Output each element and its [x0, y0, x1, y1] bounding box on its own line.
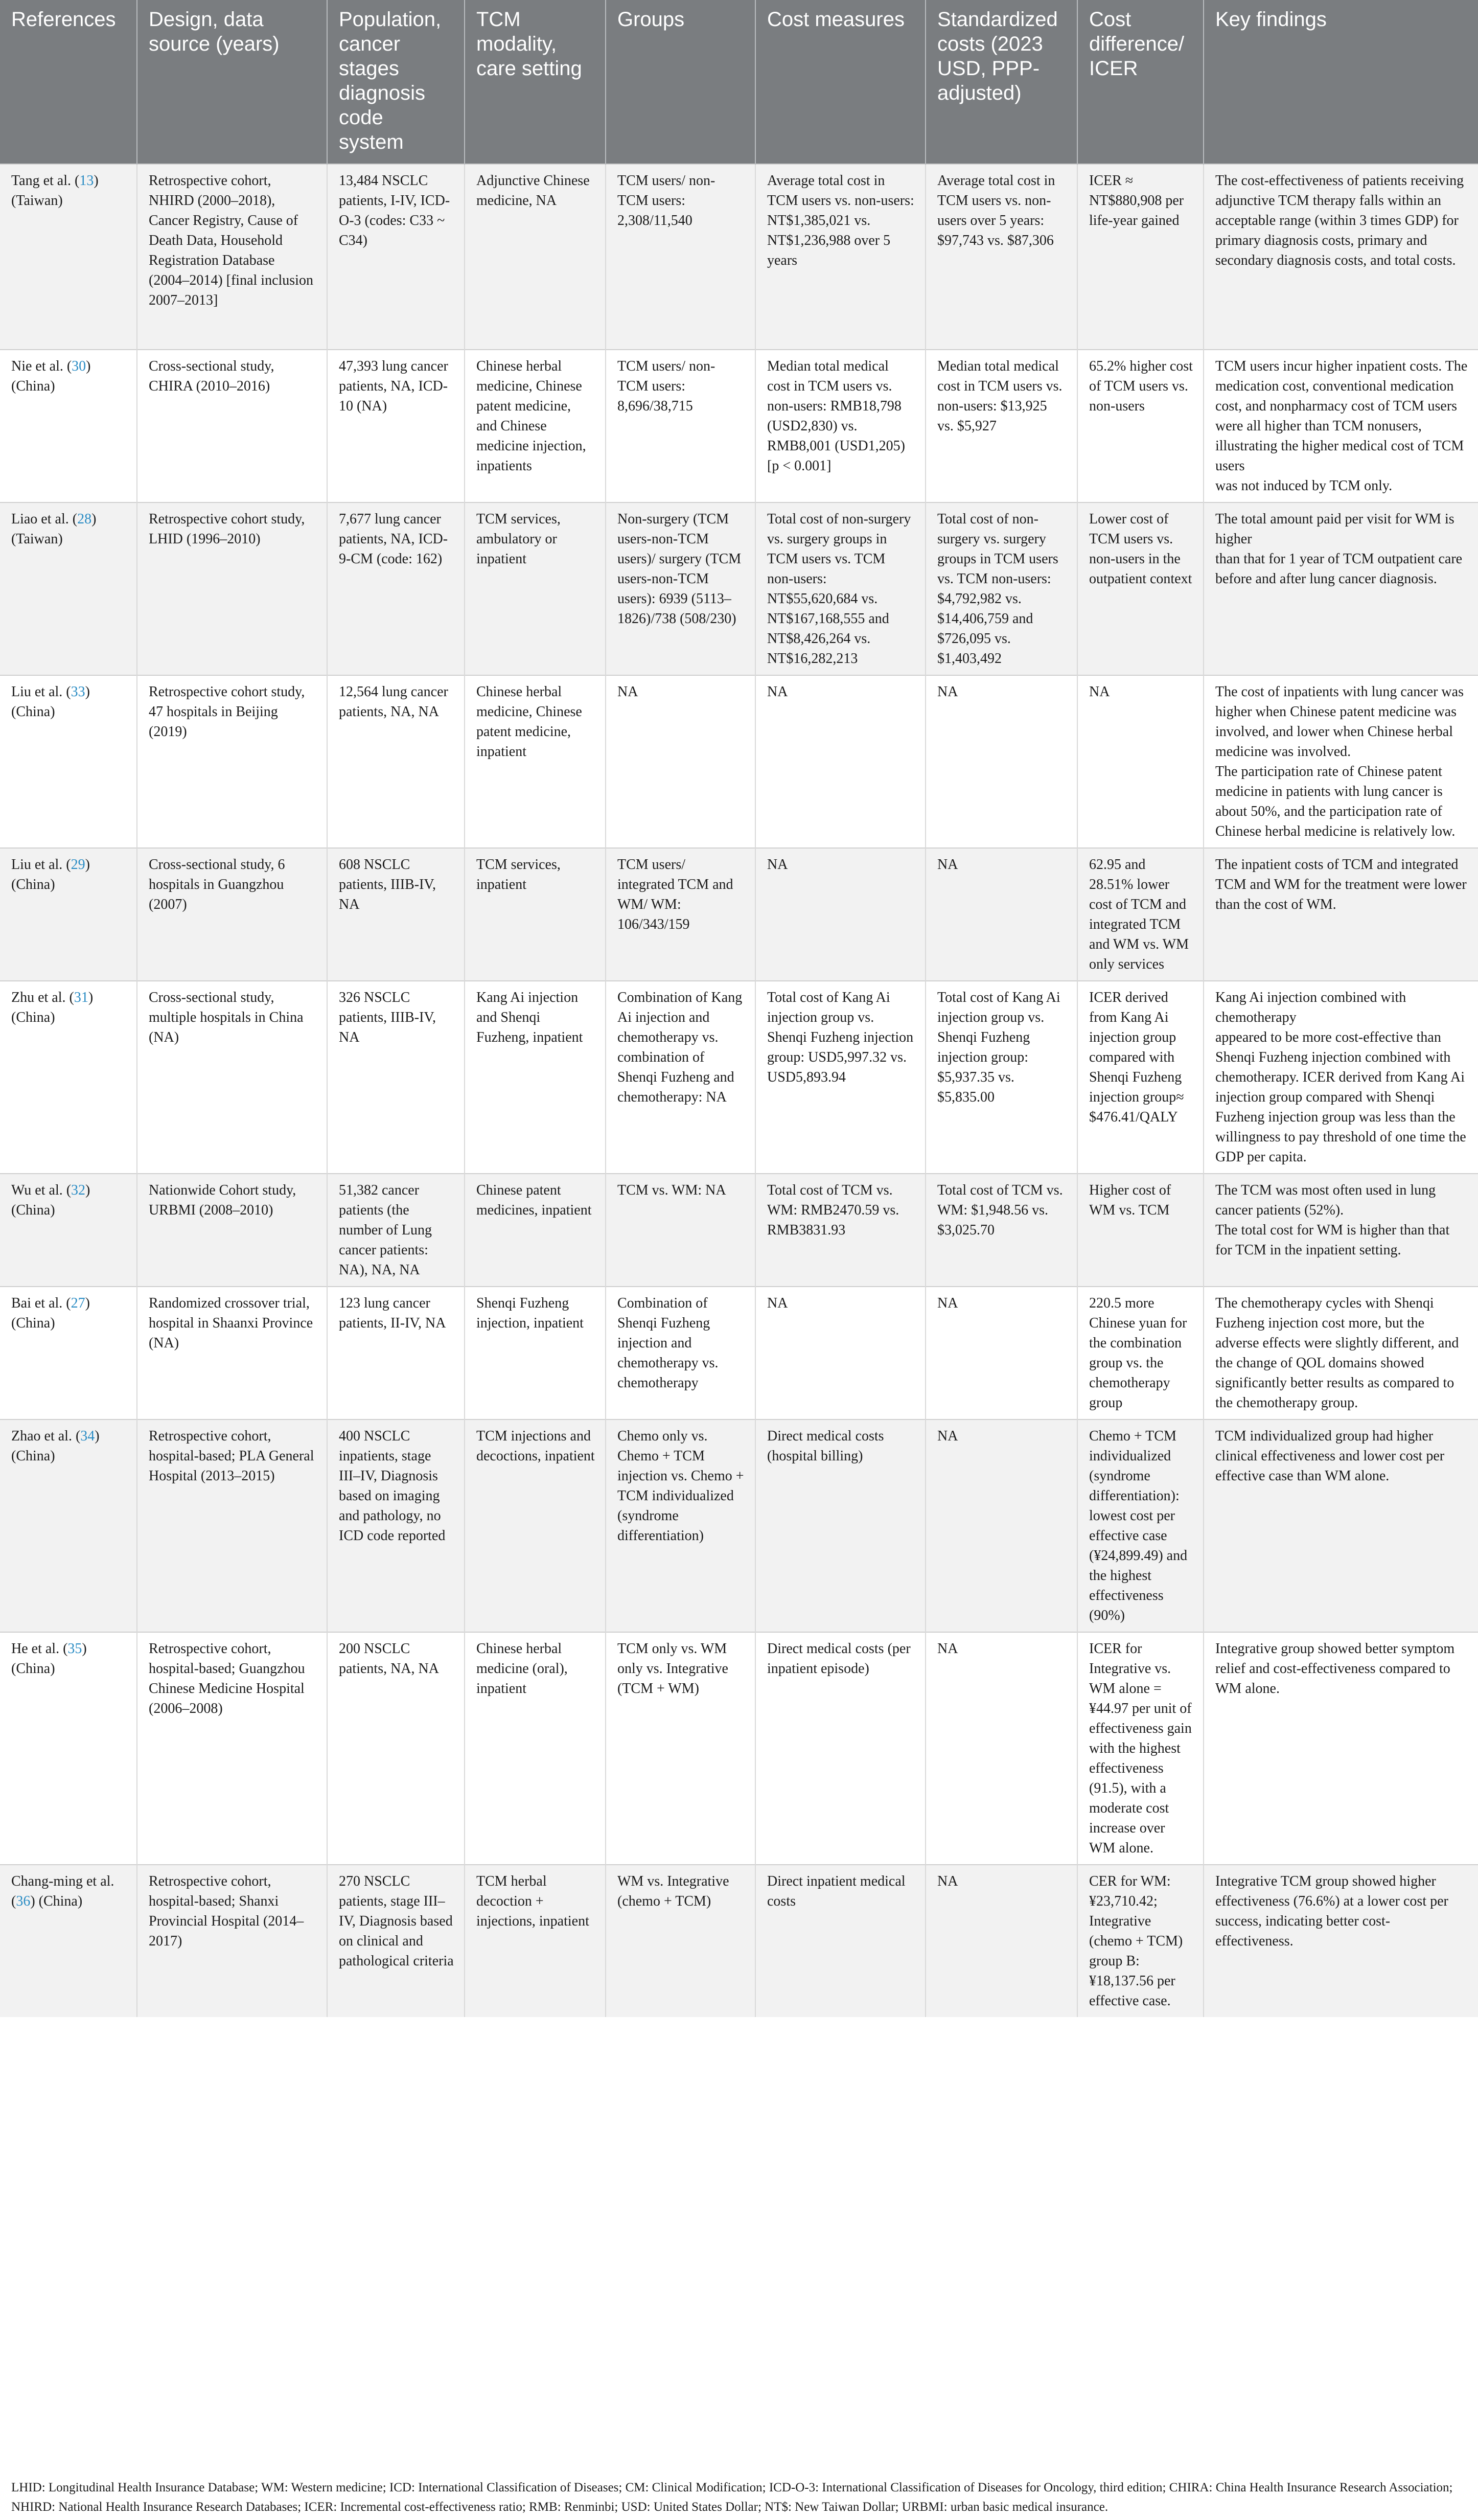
reference-country: ) (China) — [11, 990, 94, 1025]
cell-reference — [0, 981, 137, 1174]
header-design: Design, data source (years) — [137, 0, 327, 164]
cell-modality: TCM services, inpatient — [465, 848, 606, 981]
cell-population: 47,393 lung cancer patients, NA, ICD-10 (NA) — [327, 350, 465, 502]
cell-standardized-costs: NA — [926, 1865, 1077, 2017]
reference-author: Tang et al. ( — [11, 173, 80, 189]
cell-standardized-costs: Average total cost in TCM users vs. non-users over 5 years: $97,743 vs. $87,306 — [926, 164, 1077, 350]
cell-cost-measures: Total cost of non-surgery vs. surgery groups in TCM users vs. TCM non-users: NT$55,620,684 vs. NT$167,168,555 and NT$8,426,264 vs. NT$16,282,213 — [755, 502, 926, 675]
cell-cost-difference: ICER for Integrative vs. WM alone = ¥44.97 per unit of effectiveness gain with the highest effectiveness (91.5), with a moderate cost increase over WM alone. — [1077, 1632, 1204, 1865]
cell-design: Retrospective cohort study, 47 hospitals in Beijing (2019) — [137, 675, 327, 848]
header-standardized-costs: Standardized costs (2023 USD, PPP-adjusted) — [926, 0, 1077, 164]
reference-country: ) (China) — [11, 358, 91, 394]
table-row — [0, 1287, 1478, 1419]
cell-design: Nationwide Cohort study, URBMI (2008–2010) — [137, 1174, 327, 1287]
table-row — [0, 1174, 1478, 1287]
cell-design: Retrospective cohort, hospital-based; Guangzhou Chinese Medicine Hospital (2006–2008) — [137, 1632, 327, 1865]
citation-link[interactable]: 33 — [71, 684, 85, 700]
reference-author: Zhao et al. ( — [11, 1428, 81, 1444]
reference-author: Wu et al. ( — [11, 1182, 72, 1198]
reference-country: ) (China) — [11, 1182, 90, 1218]
cell-modality: TCM injections and decoctions, inpatient — [465, 1419, 606, 1632]
cell-groups: Combination of Shenqi Fuzheng injection and chemotherapy vs. chemotherapy — [606, 1287, 755, 1419]
cell-modality: Kang Ai injection and Shenqi Fuzheng, inpatient — [465, 981, 606, 1174]
cell-groups: NA — [606, 675, 755, 848]
cell-standardized-costs: NA — [926, 848, 1077, 981]
citation-link[interactable]: 34 — [80, 1428, 95, 1444]
cell-design: Retrospective cohort study, LHID (1996–2010) — [137, 502, 327, 675]
cell-design: Randomized crossover trial, hospital in Shaanxi Province (NA) — [137, 1287, 327, 1419]
cell-cost-measures: Direct medical costs (per inpatient episode) — [755, 1632, 926, 1865]
cell-cost-difference: CER for WM: ¥23,710.42; Integrative (chemo + TCM) group B: ¥18,137.56 per effective case. — [1077, 1865, 1204, 2017]
reference-author: Bai et al. ( — [11, 1295, 71, 1311]
reference-author: He et al. ( — [11, 1641, 68, 1657]
citation-link[interactable]: 29 — [71, 857, 85, 873]
cell-cost-measures: NA — [755, 675, 926, 848]
cell-standardized-costs: NA — [926, 1287, 1077, 1419]
cell-population: 51,382 cancer patients (the number of Lung cancer patients: NA), NA, NA — [327, 1174, 465, 1287]
citation-link[interactable]: 35 — [67, 1641, 82, 1657]
cell-cost-measures: Direct medical costs (hospital billing) — [755, 1419, 926, 1632]
cell-design: Cross-sectional study, multiple hospitals in China (NA) — [137, 981, 327, 1174]
cell-key-findings: TCM individualized group had higher clinical effectiveness and lower cost per effective case than WM alone. — [1204, 1419, 1478, 1632]
cell-modality: TCM herbal decoction + injections, inpatient — [465, 1865, 606, 2017]
cell-standardized-costs: NA — [926, 1632, 1077, 1865]
cell-key-findings: Kang Ai injection combined with chemotherapy appeared to be more cost-effective than Shenqi Fuzheng injection combined with chemotherapy. ICER derived from Kang Ai injection group compared with Shenqi Fuzheng injection group was less than the willingness to pay threshold of one time the GDP per capita. — [1204, 981, 1478, 1174]
cell-reference — [0, 1632, 137, 1865]
cell-modality: TCM services, ambulatory or inpatient — [465, 502, 606, 675]
cell-key-findings: Integrative TCM group showed higher effectiveness (76.6%) at a lower cost per success, indicating better cost-effectiveness. — [1204, 1865, 1478, 2017]
header-cost-measures: Cost measures — [755, 0, 926, 164]
cell-standardized-costs: NA — [926, 1419, 1077, 1632]
cell-key-findings: TCM users incur higher inpatient costs. The medication cost, conventional medication cost, and nonpharmacy cost of TCM users were all higher than TCM nonusers, illustrating the higher medical cost of TCM users was not induced by TCM only. — [1204, 350, 1478, 502]
cell-cost-measures: Total cost of TCM vs. WM: RMB2470.59 vs. RMB3831.93 — [755, 1174, 926, 1287]
cell-groups: TCM users/ non-TCM users: 8,696/38,715 — [606, 350, 755, 502]
table-row — [0, 1865, 1478, 2017]
header-key-findings: Key findings — [1204, 0, 1478, 164]
cell-reference — [0, 1865, 137, 2017]
cell-standardized-costs: Total cost of TCM vs. WM: $1,948.56 vs. $3,025.70 — [926, 1174, 1077, 1287]
cell-design: Retrospective cohort, hospital-based; PLA General Hospital (2013–2015) — [137, 1419, 327, 1632]
reference-country: ) (China) — [30, 1893, 83, 1909]
cell-key-findings: The chemotherapy cycles with Shenqi Fuzheng injection cost more, but the adverse effects were slightly different, and the change of QOL domains showed significantly better results as compared to the chemotherapy group. — [1204, 1287, 1478, 1419]
cell-modality: Chinese herbal medicine, Chinese patent medicine, inpatient — [465, 675, 606, 848]
citation-link[interactable]: 30 — [72, 358, 86, 374]
cell-standardized-costs: Total cost of Kang Ai injection group vs. Shenqi Fuzheng injection group: $5,937.35 vs. $5,835.00 — [926, 981, 1077, 1174]
reference-country: ) (China) — [11, 1295, 90, 1331]
reference-author: Liu et al. ( — [11, 857, 71, 873]
cell-design: Retrospective cohort, hospital-based; Shanxi Provincial Hospital (2014–2017) — [137, 1865, 327, 2017]
cell-cost-difference: Higher cost of WM vs. TCM — [1077, 1174, 1204, 1287]
reference-country: ) (China) — [11, 684, 90, 720]
cell-cost-difference: Chemo + TCM individualized (syndrome differentiation): lowest cost per effective case (¥24,899.49) and the highest effectiveness (90%) — [1077, 1419, 1204, 1632]
cell-key-findings: Integrative group showed better symptom relief and cost-effectiveness compared to WM alone. — [1204, 1632, 1478, 1865]
reference-author: Liao et al. ( — [11, 511, 78, 527]
cell-reference — [0, 848, 137, 981]
cell-groups: Chemo only vs. Chemo + TCM injection vs. Chemo + TCM individualized (syndrome differentiation) — [606, 1419, 755, 1632]
cell-cost-difference: 220.5 more Chinese yuan for the combination group vs. the chemotherapy group — [1077, 1287, 1204, 1419]
cell-reference — [0, 164, 137, 350]
citation-link[interactable]: 31 — [74, 990, 88, 1005]
cell-population: 7,677 lung cancer patients, NA, ICD-9-CM (code: 162) — [327, 502, 465, 675]
reference-country: ) (China) — [11, 1641, 87, 1677]
cell-population: 400 NSCLC inpatients, stage III–IV, Diagnosis based on imaging and pathology, no ICD code reported — [327, 1419, 465, 1632]
table-row — [0, 675, 1478, 848]
cell-design: Retrospective cohort, NHIRD (2000–2018), Cancer Registry, Cause of Death Data, Household Registration Database (2004–2014) [final inclusion 2007–2013] — [137, 164, 327, 350]
cell-reference — [0, 502, 137, 675]
cell-modality: Shenqi Fuzheng injection, inpatient — [465, 1287, 606, 1419]
header-modality: TCM modality, care setting — [465, 0, 606, 164]
reference-country: ) (Taiwan) — [11, 511, 97, 547]
citation-link[interactable]: 27 — [71, 1295, 85, 1311]
reference-country: ) (China) — [11, 857, 90, 892]
cell-cost-measures: Total cost of Kang Ai injection group vs. Shenqi Fuzheng injection group: USD5,997.32 vs. USD5,893.94 — [755, 981, 926, 1174]
cell-population: 123 lung cancer patients, II-IV, NA — [327, 1287, 465, 1419]
citation-link[interactable]: 13 — [79, 173, 94, 189]
cell-design: Cross-sectional study, 6 hospitals in Guangzhou (2007) — [137, 848, 327, 981]
cell-reference — [0, 675, 137, 848]
header-population: Population, cancer stages diagnosis code system — [327, 0, 465, 164]
cell-cost-measures: NA — [755, 1287, 926, 1419]
table-row — [0, 164, 1478, 350]
cell-modality: Chinese herbal medicine, Chinese patent medicine, and Chinese medicine injection, inpatients — [465, 350, 606, 502]
reference-author: Chang-ming et al. ( — [11, 1873, 114, 1909]
table-row — [0, 1419, 1478, 1632]
cell-cost-measures: Average total cost in TCM users vs. non-users: NT$1,385,021 vs. NT$1,236,988 over 5 years — [755, 164, 926, 350]
reference-country: ) (China) — [11, 1428, 100, 1464]
citation-link[interactable]: 32 — [71, 1182, 86, 1198]
cell-modality: Adjunctive Chinese medicine, NA — [465, 164, 606, 350]
table-footnote: LHID: Longitudinal Health Insurance Database; WM: Western medicine; ICD: International Classification of Diseases; CM: Clinical Modification; ICD-O-3: International Classification of Diseases for Oncology, third edition; CHIRA: China Health Insurance Research Association; NHIRD: National Health Insurance Research Databases; ICER: Incremental cost-effectiveness ratio; RMB: Renminbi; USD: United States Dollar; NT$: New Taiwan Dollar; URBMI: urban basic medical insurance. — [11, 2481, 1453, 2514]
cell-cost-measures: Median total medical cost in TCM users vs. non-users: RMB18,798 (USD2,830) vs. RMB8,001 (USD1,205) [p < 0.001] — [755, 350, 926, 502]
cell-groups: TCM users/ non-TCM users: 2,308/11,540 — [606, 164, 755, 350]
cell-reference — [0, 1287, 137, 1419]
cell-cost-difference: ICER derived from Kang Ai injection group compared with Shenqi Fuzheng injection group≈ $476.41/QALY — [1077, 981, 1204, 1174]
cell-key-findings: The inpatient costs of TCM and integrated TCM and WM for the treatment were lower than the cost of WM. — [1204, 848, 1478, 981]
reference-author: Nie et al. ( — [11, 358, 72, 374]
cell-population: 200 NSCLC patients, NA, NA — [327, 1632, 465, 1865]
reference-author: Zhu et al. ( — [11, 990, 74, 1005]
table-row — [0, 848, 1478, 981]
cell-standardized-costs: NA — [926, 675, 1077, 848]
cell-cost-difference: 65.2% higher cost of TCM users vs. non-users — [1077, 350, 1204, 502]
header-row — [0, 0, 1478, 164]
cell-reference — [0, 350, 137, 502]
cell-key-findings: The total amount paid per visit for WM is higher than that for 1 year of TCM outpatient care before and after lung cancer diagnosis. — [1204, 502, 1478, 675]
cell-modality: Chinese herbal medicine (oral), inpatient — [465, 1632, 606, 1865]
cell-modality: Chinese patent medicines, inpatient — [465, 1174, 606, 1287]
cell-population: 13,484 NSCLC patients, I-IV, ICD-O-3 (codes: C33 ~ C34) — [327, 164, 465, 350]
cell-cost-difference: 62.95 and 28.51% lower cost of TCM and integrated TCM and WM vs. WM only services — [1077, 848, 1204, 981]
table-row — [0, 981, 1478, 1174]
cell-standardized-costs: Median total medical cost in TCM users vs. non-users: $13,925 vs. $5,927 — [926, 350, 1077, 502]
cell-design: Cross-sectional study, CHIRA (2010–2016) — [137, 350, 327, 502]
cell-reference — [0, 1419, 137, 1632]
cell-cost-measures: NA — [755, 848, 926, 981]
cell-groups: Combination of Kang Ai injection and chemotherapy vs. combination of Shenqi Fuzheng and chemotherapy: NA — [606, 981, 755, 1174]
cell-key-findings: The TCM was most often used in lung cancer patients (52%). The total cost for WM is higher than that for TCM in the inpatient setting. — [1204, 1174, 1478, 1287]
cell-population: 326 NSCLC patients, IIIB-IV, NA — [327, 981, 465, 1174]
cell-population: 12,564 lung cancer patients, NA, NA — [327, 675, 465, 848]
reference-country: ) (Taiwan) — [11, 173, 99, 209]
table-row — [0, 1632, 1478, 1865]
cell-standardized-costs: Total cost of non-surgery vs. surgery groups in TCM users vs. TCM non-users: $4,792,982 vs. $14,406,759 and $726,095 vs. $1,403,492 — [926, 502, 1077, 675]
reference-author: Liu et al. ( — [11, 684, 71, 700]
cell-key-findings: The cost-effectiveness of patients receiving adjunctive TCM therapy falls within an acceptable range (within 3 times GDP) for primary diagnosis costs, primary and secondary diagnosis costs, and total costs. — [1204, 164, 1478, 350]
cell-population: 608 NSCLC patients, IIIB-IV, NA — [327, 848, 465, 981]
table-body — [0, 164, 1478, 2017]
cell-population: 270 NSCLC patients, stage III–IV, Diagnosis based on clinical and pathological criteria — [327, 1865, 465, 2017]
cell-cost-measures: Direct inpatient medical costs — [755, 1865, 926, 2017]
header-groups: Groups — [606, 0, 755, 164]
citation-link[interactable]: 36 — [16, 1893, 31, 1909]
citation-link[interactable]: 28 — [77, 511, 92, 527]
cell-cost-difference: Lower cost of TCM users vs. non-users in the outpatient context — [1077, 502, 1204, 675]
header-references: References — [0, 0, 137, 164]
cell-groups: Non-surgery (TCM users-non-TCM users)/ surgery (TCM users-non-TCM users): 6939 (5113–1826)/738 (508/230) — [606, 502, 755, 675]
cell-cost-difference: NA — [1077, 675, 1204, 848]
cell-groups: WM vs. Integrative (chemo + TCM) — [606, 1865, 755, 2017]
table-row — [0, 502, 1478, 675]
header-cost-difference: Cost difference/ ICER — [1077, 0, 1204, 164]
cell-cost-difference: ICER ≈ NT$880,908 per life-year gained — [1077, 164, 1204, 350]
cell-groups: TCM only vs. WM only vs. Integrative (TCM + WM) — [606, 1632, 755, 1865]
cell-groups: TCM vs. WM: NA — [606, 1174, 755, 1287]
table-row — [0, 350, 1478, 502]
cell-reference — [0, 1174, 137, 1287]
cell-key-findings: The cost of inpatients with lung cancer was higher when Chinese patent medicine was involved, and lower when Chinese herbal medicine was involved. The participation rate of Chinese patent medicine in patients with lung cancer is about 50%, and the participation rate of Chinese herbal medicine is relatively low. — [1204, 675, 1478, 848]
cell-groups: TCM users/ integrated TCM and WM/ WM: 106/343/159 — [606, 848, 755, 981]
